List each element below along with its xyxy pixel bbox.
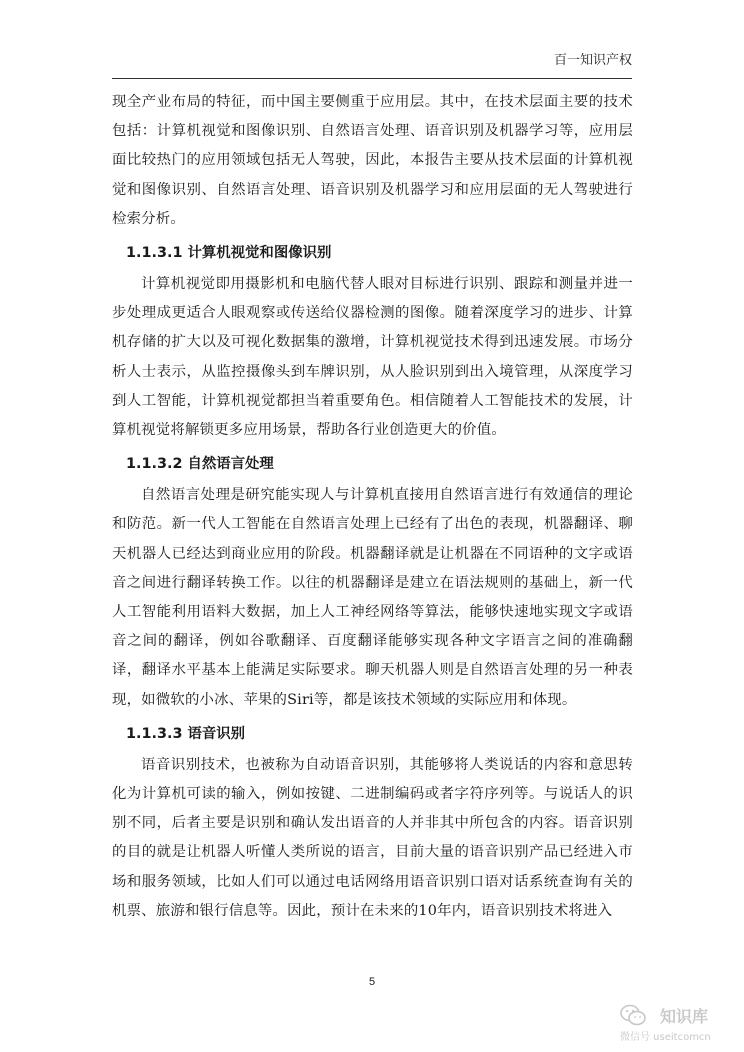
section-title: 自然语言处理 xyxy=(187,456,274,473)
section-number: 1.1.3.1 xyxy=(126,245,183,262)
section-title: 语音识别 xyxy=(187,725,246,742)
section-number: 1.1.3.3 xyxy=(126,725,183,742)
paragraph-speech-recognition: 语音识别技术，也被称为自动语音识别，其能够将人类说话的内容和意思转化为计算机可读的输入，例如按键、二进制编码或者字符序列等。与说话人的识别不同，后者主要是识别和确认发出语音的人并非其中所包含的内容。语音识别的目的就是让机器人听懂人类所说的语言，目前大量的语音识别产品已经进入市场和服务领域，比如人们可以通过电话网络用语音识别口语对话系统查询有关的机票、旅游和银行信息等。因此，预计在未来的10年内，语音识别技术将进入 xyxy=(112,756,633,919)
wechat-icon xyxy=(620,1004,646,1026)
section-heading-speech-recognition xyxy=(112,721,633,747)
section-number: 1.1.3.2 xyxy=(126,456,183,473)
section-heading-nlp xyxy=(112,451,633,477)
page-header xyxy=(112,50,632,79)
section-heading-computer-vision xyxy=(112,240,633,266)
watermark xyxy=(616,1002,734,1044)
page-number: 5 xyxy=(368,976,376,988)
section-title: 计算机视觉和图像识别 xyxy=(187,245,332,262)
document-body xyxy=(112,88,633,926)
paragraph-computer-vision: 计算机视觉即用摄影机和电脑代替人眼对目标进行识别、跟踪和测量并进一步处理成更适合人眼观察或传送给仪器检测的图像。随着深度学习的进步、计算机存储的扩大以及可视化数据集的激增，计算机视觉技术得到迅速发展。市场分析人士表示，从监控摄像头到车牌识别，从人脸识别到出入境管理，从深度学习到人工智能，计算机视觉都担当着重要角色。相信随着人工智能技术的发展，计算机视觉将解锁更多应用场景，帮助各行业创造更大的价值。 xyxy=(112,276,633,439)
watermark-subtitle: 微信号 useitcomcn xyxy=(620,1032,711,1043)
paragraph-intro: 现全产业布局的特征，而中国主要侧重于应用层。其中，在技术层面主要的技术包括：计算机视觉和图像识别、自然语言处理、语音识别及机器学习等，应用层面比较热门的应用领域包括无人驾驶，因此，本报告主要从技术层面的计算机视觉和图像识别、自然语言处理、语音识别及机器学习和应用层面的无人驾驶进行检索分析。 xyxy=(112,94,633,227)
header-org-label: 百一知识产权 xyxy=(553,53,632,68)
watermark-title: 知识库 xyxy=(660,1007,709,1026)
paragraph-nlp: 自然语言处理是研究能实现人与计算机直接用自然语言进行有效通信的理论和防范。新一代人工智能在自然语言处理上已经有了出色的表现，机器翻译、聊天机器人已经达到商业应用的阶段。机器翻译就是让机器在不同语种的文字或语音之间进行翻译转换工作。以往的机器翻译是建立在语法规则的基础上，新一代人工智能利用语料大数据，加上人工神经网络等算法，能够快速地实现文字或语音之间的翻译，例如谷歌翻译、百度翻译能够实现各种文字语言之间的准确翻译，翻译水平基本上能满足实际要求。聊天机器人则是自然语言处理的另一种表现，如微软的小冰、苹果的Siri等，都是该技术领域的实际应用和体现。 xyxy=(112,487,633,708)
